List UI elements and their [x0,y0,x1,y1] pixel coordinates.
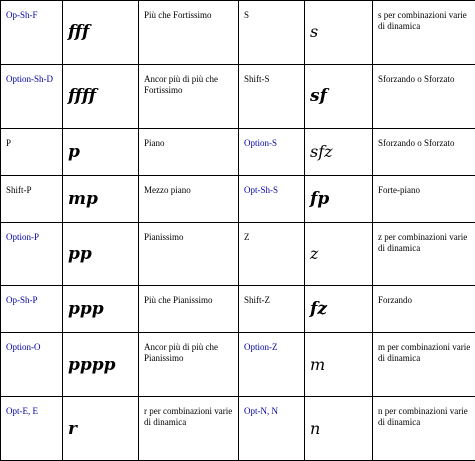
table-row [1,64,475,128]
table-row [1,333,475,397]
dynamic-description-cell: Piano [139,128,239,175]
shortcut-key-cell: Op-Sh-F [1,1,63,65]
dynamic-description-cell: Sforzando o Sforzato [373,64,475,128]
dynamic-description-cell: Ancor più di più che Pianissimo [139,333,239,397]
dynamic-description-cell: Forte-piano [373,175,475,222]
dynamic-description-cell: n per combinazioni varie di dinamica [373,397,475,461]
dynamic-symbol-cell: fz [305,286,373,333]
shortcut-key-cell: Option-P [1,222,63,286]
shortcut-key-cell: Z [239,222,305,286]
shortcut-key-cell: Shift-S [239,64,305,128]
dynamic-symbol-cell: sfz [305,128,373,175]
dynamic-symbol-cell: fff [63,1,139,65]
shortcut-key-cell: Opt-E, E [1,397,63,461]
table-row [1,222,475,286]
dynamic-symbol-cell: p [63,128,139,175]
dynamic-description-cell: s per combinazioni varie di dinamica [373,1,475,65]
table-row [1,1,475,65]
dynamic-description-cell: r per combinazioni varie di dinamica [139,397,239,461]
dynamic-symbol-cell: mp [63,175,139,222]
shortcut-key-cell: Shift-P [1,175,63,222]
dynamic-symbol-cell: pppp [63,333,139,397]
table-row [1,286,475,333]
shortcut-key-cell: P [1,128,63,175]
shortcut-key-cell: Opt-N, N [239,397,305,461]
dynamic-symbol-cell: sf [305,64,373,128]
shortcut-key-cell: Option-S [239,128,305,175]
dynamic-description-cell: Più che Fortissimo [139,1,239,65]
dynamic-description-cell: Sforzando o Sforzato [373,128,475,175]
dynamic-description-cell: Mezzo piano [139,175,239,222]
dynamic-description-cell: m per combinazioni varie di dinamica [373,333,475,397]
shortcut-key-cell: Shift-Z [239,286,305,333]
shortcut-key-cell: Op-Sh-P [1,286,63,333]
dynamic-symbol-cell: z [305,222,373,286]
table-row [1,397,475,461]
dynamic-symbol-cell: ffff [63,64,139,128]
table-row [1,175,475,222]
shortcut-key-cell: S [239,1,305,65]
shortcut-key-cell: Option-Sh-D [1,64,63,128]
dynamic-symbol-cell: ppp [63,286,139,333]
dynamic-symbol-cell: r [63,397,139,461]
shortcut-key-cell: Opt-Sh-S [239,175,305,222]
dynamic-symbol-cell: n [305,397,373,461]
dynamic-description-cell: Ancor più di più che Fortissimo [139,64,239,128]
dynamic-description-cell: Pianissimo [139,222,239,286]
dynamic-symbol-cell: s [305,1,373,65]
dynamic-description-cell: Forzando [373,286,475,333]
shortcut-key-cell: Option-Z [239,333,305,397]
dynamic-symbol-cell: fp [305,175,373,222]
shortcut-key-cell: Option-O [1,333,63,397]
dynamic-symbol-cell: pp [63,222,139,286]
table-row [1,128,475,175]
dynamic-description-cell: Più che Pianissimo [139,286,239,333]
dynamic-symbol-cell: m [305,333,373,397]
dynamic-description-cell: z per combinazioni varie di dinamica [373,222,475,286]
